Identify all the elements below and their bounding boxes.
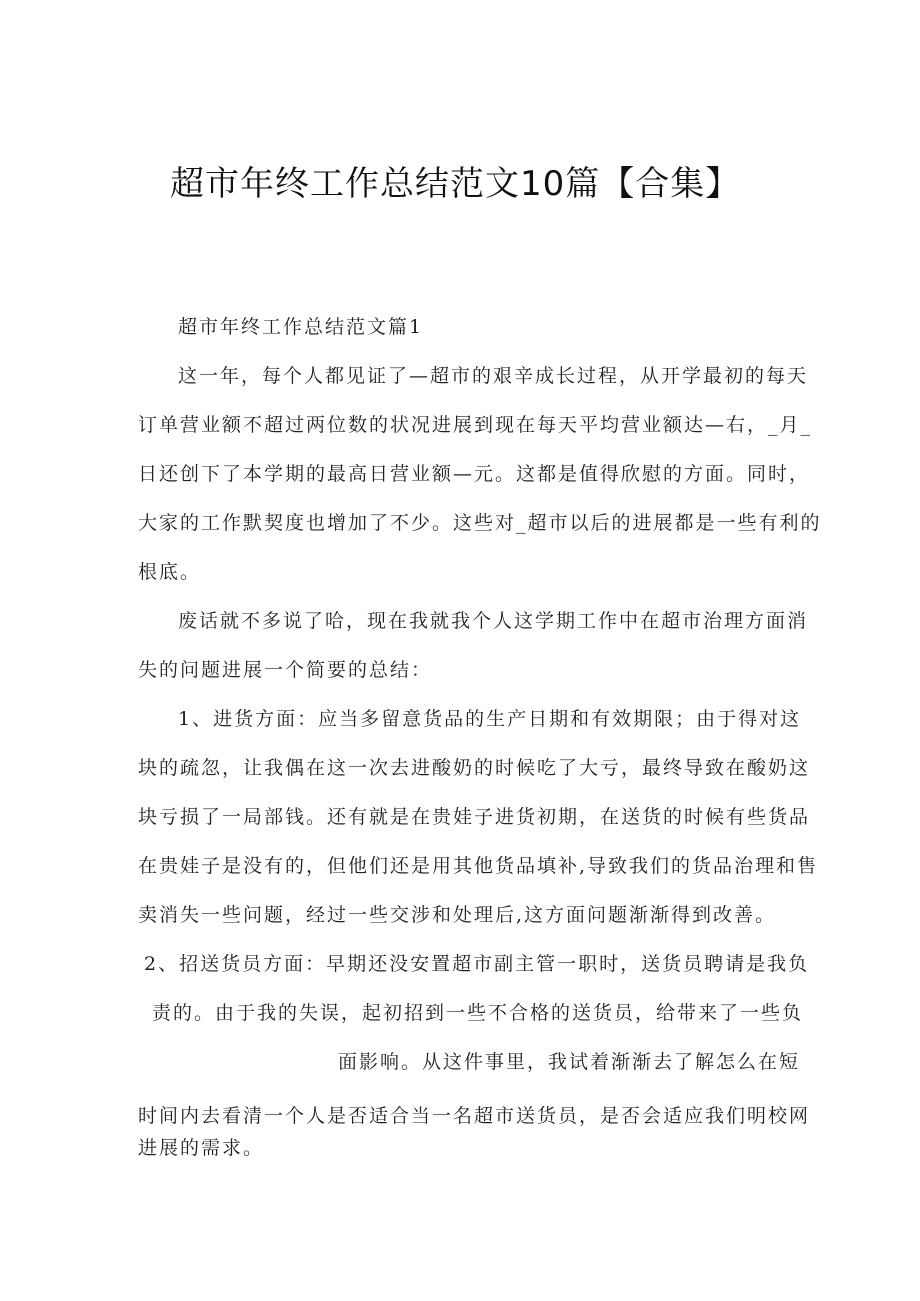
document-title: 超市年终工作总结范文10篇【合集】	[170, 164, 741, 204]
paragraph-line: 废话就不多说了哈，现在我就我个人这学期工作中在超市治理方面消	[178, 610, 809, 632]
paragraph-line: 根底。	[138, 561, 202, 583]
paragraph-line: 日还创下了本学期的最高日营业额—元。这都是值得欣慰的方面。同时，	[138, 463, 811, 485]
paragraph-line: 面影响。从这件事里，我试着渐渐去了解怎么在短	[338, 1051, 801, 1073]
paragraph-line: 1、进货方面：应当多留意货品的生产日期和有效期限；由于得对这	[178, 708, 802, 730]
paragraph-line: 进展的需求。	[138, 1137, 265, 1159]
paragraph-line: 责的。由于我的失误，起初招到一些不合格的送货员，给带来了一些负	[152, 1002, 804, 1024]
paragraph-line: 在贵娃子是没有的，但他们还是用其他货品填补,导致我们的货品治理和售	[138, 855, 819, 877]
paragraph-line: 大家的工作默契度也增加了不少。这些对_超市以后的进展都是一些有利的	[138, 512, 822, 534]
paragraph-line: 2、招送货员方面：早期还没安置超市副主管一职时，送货员聘请是我负	[144, 953, 810, 975]
paragraph-line: 订单营业额不超过两位数的状况进展到现在每天平均营业额达—右，_月_	[138, 414, 813, 436]
paragraph-line: 这一年，每个人都见证了—超市的艰辛成长过程，从开学最初的每天	[178, 365, 809, 387]
paragraph-line: 块亏损了一局部钱。还有就是在贵娃子进货初期，在送货的时候有些货品	[138, 806, 811, 828]
section-heading: 超市年终工作总结范文篇1	[178, 316, 424, 338]
paragraph-line: 时间内去看清一个人是否适合当一名超市送货员，是否会适应我们明校网	[138, 1105, 811, 1127]
paragraph-line: 失的问题进展一个简要的总结：	[138, 659, 433, 681]
paragraph-line: 卖消失一些问题，经过一些交涉和处理后,这方面问题渐渐得到改善。	[138, 904, 777, 926]
paragraph-line: 块的疏忽，让我偶在这一次去进酸奶的时候吃了大亏，最终导致在酸奶这	[138, 757, 811, 779]
